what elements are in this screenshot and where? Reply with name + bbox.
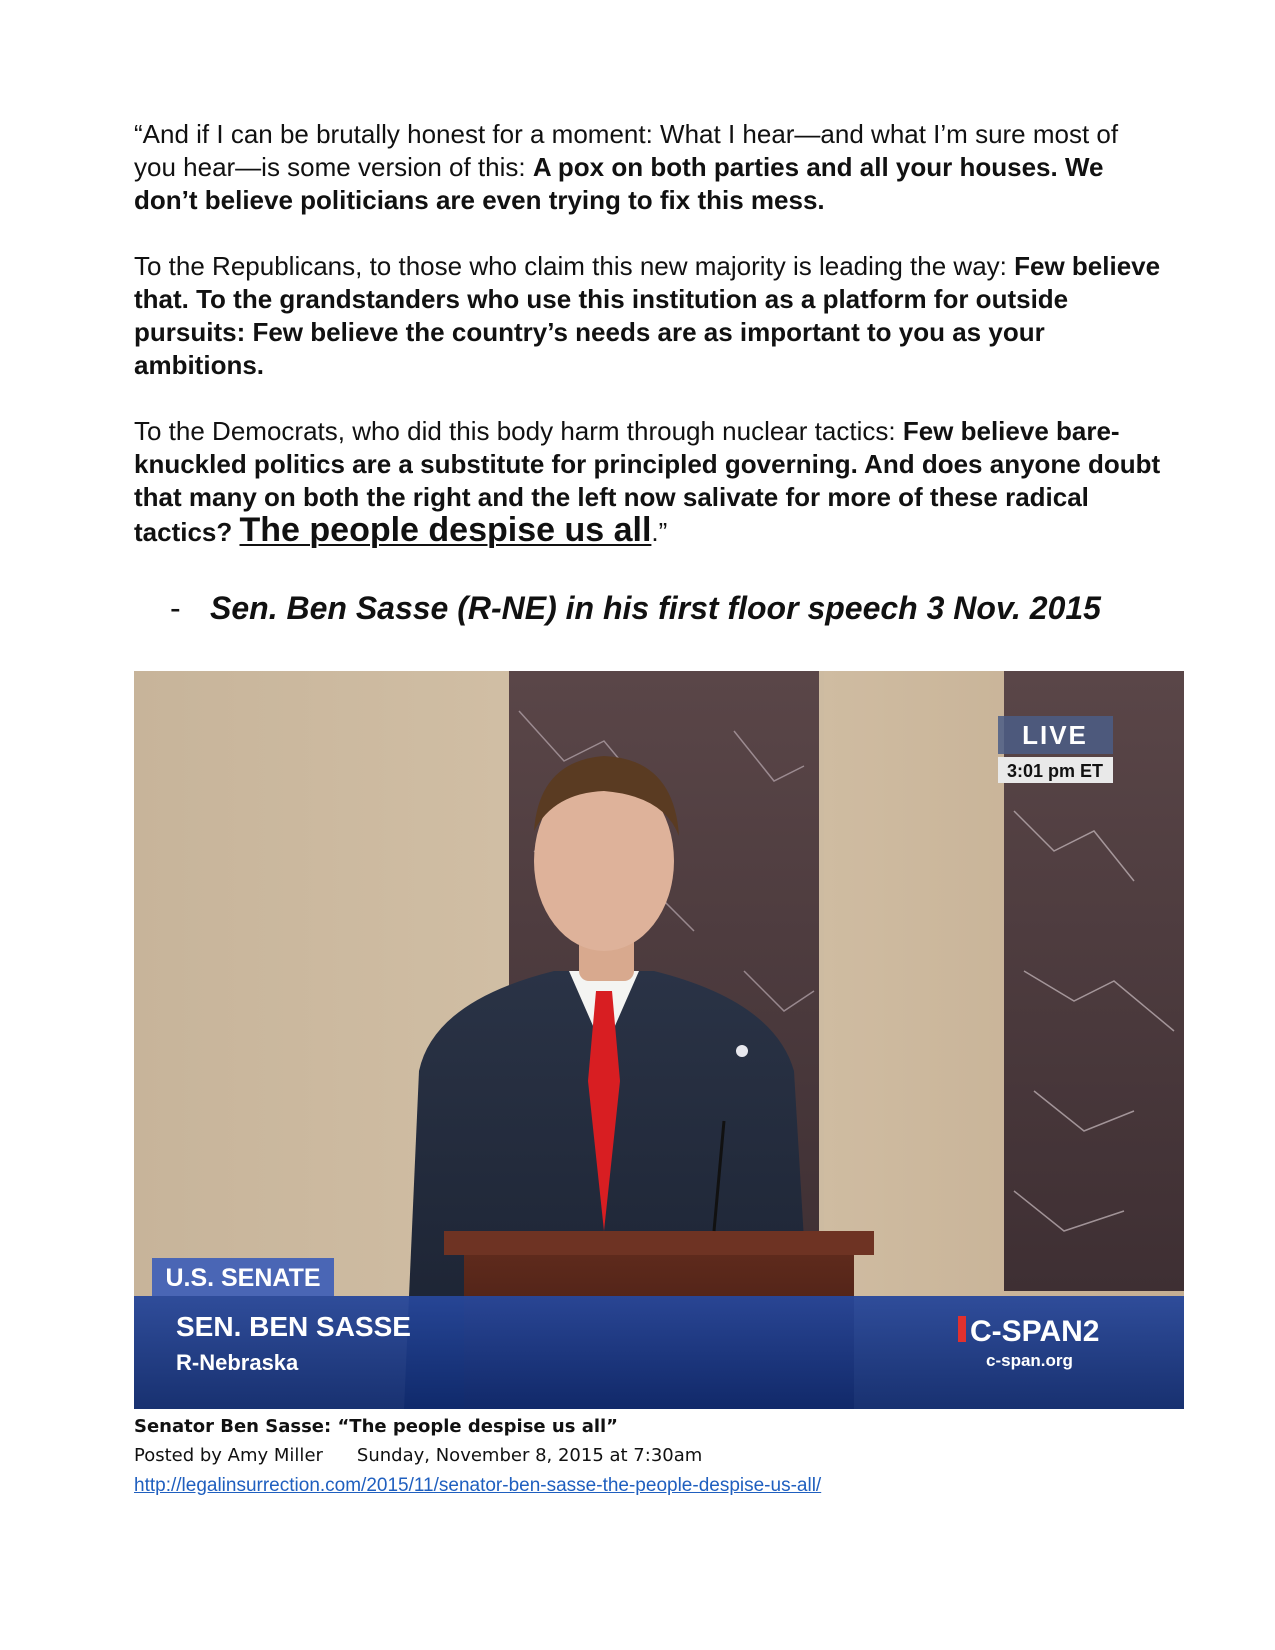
quote-paragraph-2 [134,250,1164,382]
quote-p1-plain: “And if I can be brutally honest for a moment: What I hear—and what I’m sure most of you hear—is some version of this: [134,119,1119,182]
chamber-label: U.S. SENATE [165,1264,321,1292]
caption-title: Senator Ben Sasse: “The people despise us all” [134,1416,619,1437]
network-site: c-span.org [986,1351,1073,1370]
photo-illustration [134,671,1184,1409]
senate-speech-photo [134,671,1184,1409]
live-label: LIVE [1022,720,1088,750]
caption-author: Posted by Amy Miller [134,1445,323,1466]
time-label: 3:01 pm ET [1006,761,1104,781]
quote-paragraph-3 [134,415,1164,549]
quote-p3-bold: Few believe bare-knuckled politics are a substitute for principled governing. And does anyone doubt that many on both the right and the left now salivate for more of these radical tactics? [134,416,1161,547]
quote-p1-bold: A pox on both parties and all your houses. We don’t believe politicians are even trying to fix this mess. [134,152,1104,215]
article-caption [134,1412,1184,1500]
quote-p2-bold: Few believe that. To the grandstanders who use this institution as a platform for outside pursuits: Few believe the country’s needs are as important to you as your ambitions. [134,251,1161,380]
speaker-state: R-Nebraska [176,1350,299,1375]
quote-p3-plain: To the Democrats, who did this body harm through nuclear tactics: [134,416,903,446]
quote-emphasis: The people despise us all [239,511,652,549]
speaker-name: SEN. BEN SASSE [176,1311,411,1342]
live-bug [998,716,1113,783]
quote-closing: .” [651,517,668,547]
quote-p2-plain: To the Republicans, to those who claim this new majority is leading the way: [134,251,1015,281]
article-link[interactable]: http://legalinsurrection.com/2015/11/senator-ben-sasse-the-people-despise-us-all/ [134,1475,822,1496]
quote-paragraph-1 [134,118,1164,217]
speech-quote [134,118,1164,549]
quote-attribution [170,588,1170,628]
attribution-dash: - [170,590,181,626]
caption-meta [134,1441,1184,1470]
caption-date: Sunday, November 8, 2015 at 7:30am [356,1445,703,1466]
attribution-text: Sen. Ben Sasse (R-NE) in his first floor speech 3 Nov. 2015 [210,590,1101,626]
network-logo: C-SPAN2 [970,1315,1100,1348]
